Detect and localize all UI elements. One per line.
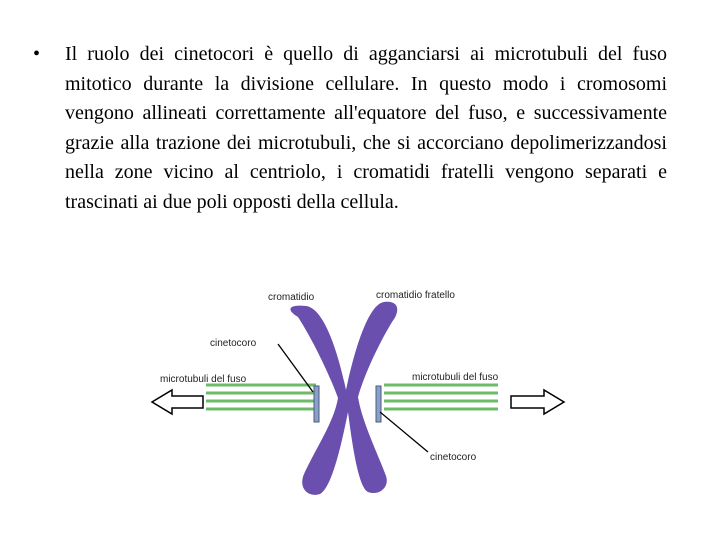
- bullet-text: Il ruolo dei cinetocori è quello di agganciarsi ai microtubuli del fuso mitotico durante la divisione cellulare. In questo modo i cromosomi vengono allineati correttamente all'equatore del fuso, e successivamente grazie alla trazione dei microtubuli, che si accorciano depolimerizzandosi nella zone vicino al centriolo, i cromatidi fratelli vengono separati e trascinati ai due poli opposti della cellula.: [65, 43, 667, 213]
- microtubules-right: [384, 385, 498, 409]
- label-cromatidio-fratello: cromatidio fratello: [376, 290, 455, 301]
- kinetochore-left: [314, 386, 319, 422]
- chromosome-diagram: [148, 282, 568, 500]
- label-cromatidio: cromatidio: [268, 292, 315, 303]
- label-microtubuli-left: microtubuli del fuso: [160, 374, 247, 385]
- kinetochore-right: [376, 386, 381, 422]
- bullet-marker: •: [33, 43, 41, 65]
- arrow-right-icon: [511, 390, 564, 414]
- arrow-left-icon: [152, 390, 203, 414]
- label-microtubuli-right: microtubuli del fuso: [412, 372, 499, 383]
- label-cinetocoro-bottom: cinetocoro: [430, 452, 477, 463]
- leader-cinetocoro-bottom: [380, 412, 428, 452]
- label-cinetocoro-top: cinetocoro: [210, 338, 257, 349]
- microtubules-left: [206, 385, 316, 409]
